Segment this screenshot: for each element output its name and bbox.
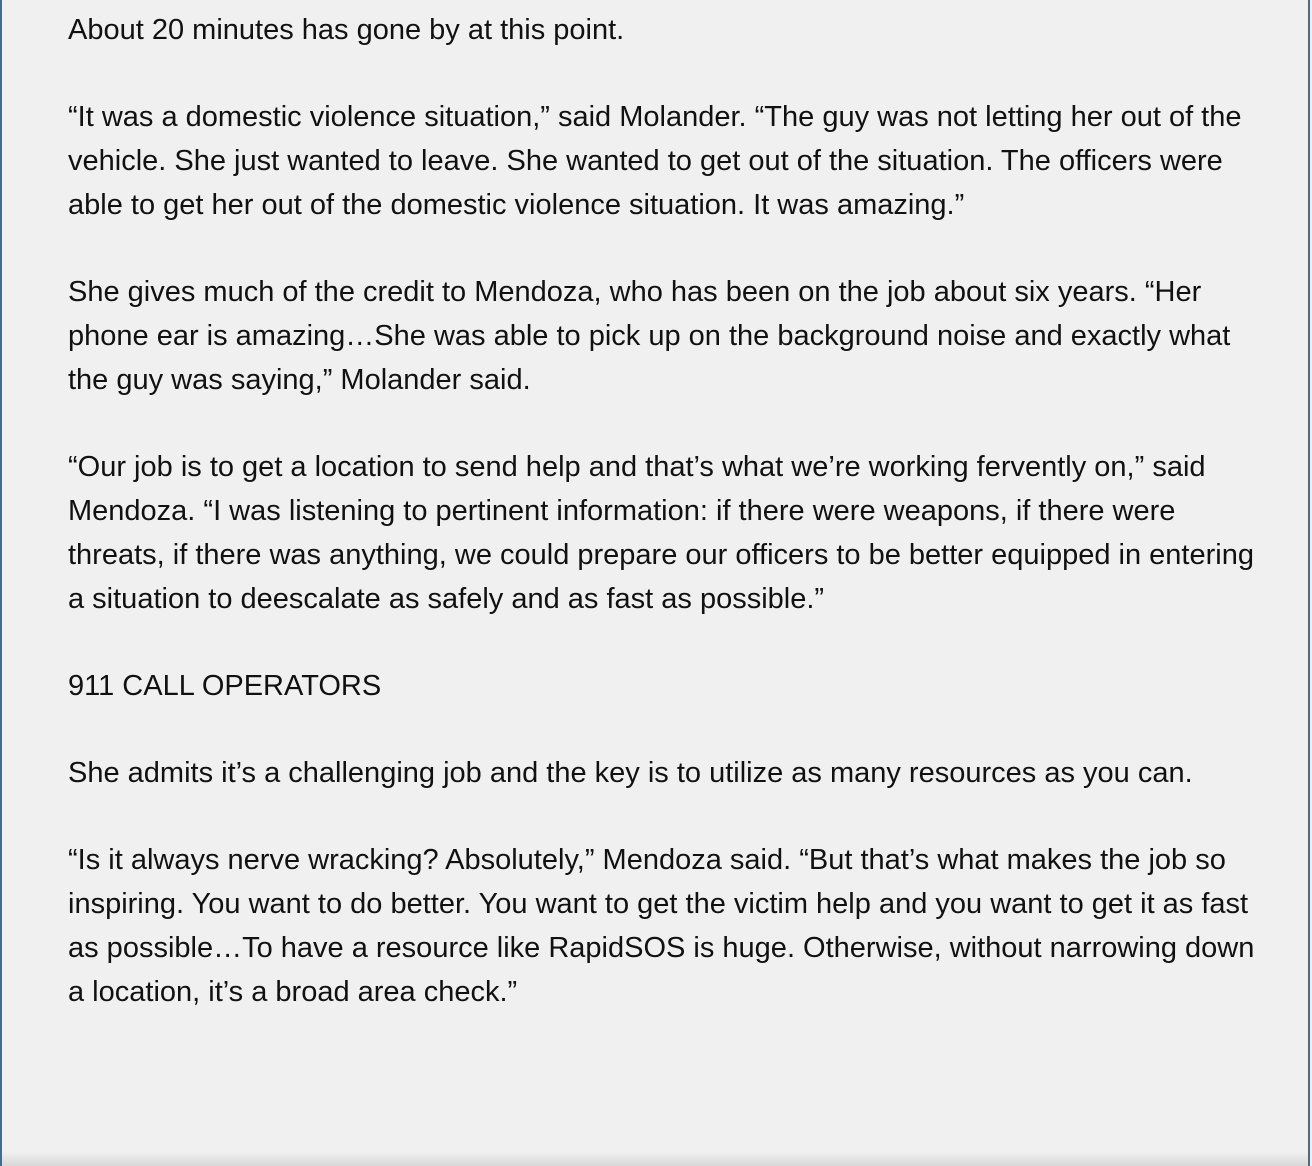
bottom-fade — [2, 1152, 1308, 1166]
paragraph-challenging-job: She admits it’s a challenging job and the key is to utilize as many resources as you can. — [68, 757, 1193, 789]
paragraph-nerve-wracking-quote: “Is it always nerve wracking? Absolutely,” Mendoza said. “But that’s what makes the job so inspiring. You want to do better. You want to get the victim help and you want to get it as fast as possible…To have a resource like RapidSOS is huge. Otherwise, without narrowing down a location, it’s a broad area check.” — [68, 844, 1255, 1008]
article-body — [68, 8, 1268, 1014]
paragraph-mendoza-quote: “Our job is to get a location to send help and that’s what we’re working fervently on,” said Mendoza. “I was listening to pertinent information: if there were weapons, if there were threats, if there was anything, we could prepare our officers to be better equipped in entering a situation to deescalate as safely and as fast as possible.” — [68, 451, 1254, 615]
paragraph-molander-quote: “It was a domestic violence situation,” said Molander. “The guy was not letting her out of the vehicle. She just wanted to leave. She wanted to get out of the situation. The officers were able to get her out of the domestic violence situation. It was amazing.” — [68, 101, 1242, 221]
paragraph-mendoza-credit: She gives much of the credit to Mendoza, who has been on the job about six years. “Her phone ear is amazing…She was able to pick up on the background noise and exactly what the guy was saying,” Molander said. — [68, 276, 1231, 396]
paragraph-time-elapsed: About 20 minutes has gone by at this point. — [68, 14, 625, 46]
section-heading: 911 CALL OPERATORS — [68, 670, 382, 702]
